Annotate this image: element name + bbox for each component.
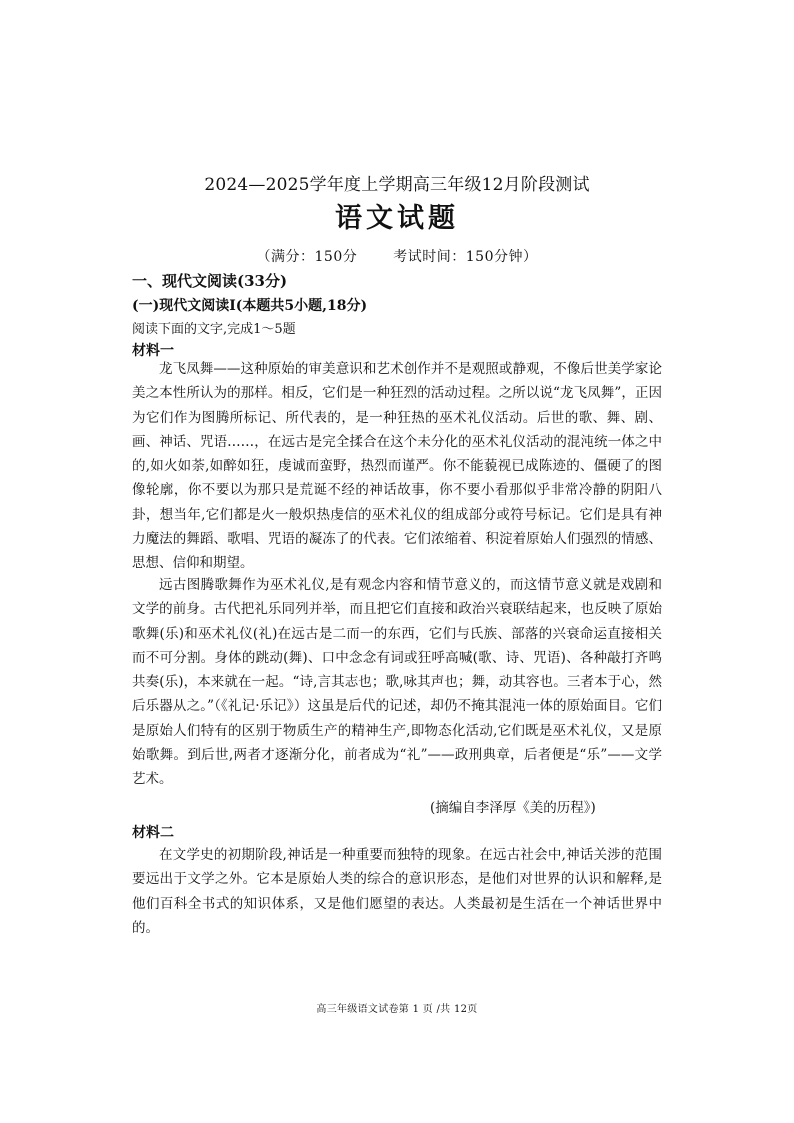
exam-time: 考试时间：150分钟） [393, 249, 538, 265]
material-two-label: 材料二 [132, 825, 174, 841]
material-one-label: 材料一 [132, 343, 174, 359]
full-score: （满分：150分 [256, 249, 358, 265]
exam-title: 2024—2025学年度上学期高三年级12月阶段测试 [204, 175, 590, 195]
material-two-paragraph-1: 在文学史的初期阶段,神话是一种重要而独特的现象。在远古社会中,神话关涉的范围要远出于文学之外。它本是原始人类的综合的意识形态，是他们对世界的认识和解释,是他们百科全书式的知识体系，又是他们愿望的表达。人类最初是生活在一个神话世界中的。 [132, 847, 662, 936]
exam-info [0, 246, 794, 266]
subsection-heading: (一)现代文阅读Ⅰ(本题共5小题,18分) [132, 298, 368, 314]
reading-instruction: 阅读下面的文字,完成1～5题 [132, 322, 296, 337]
citation: (摘编自李泽厚《美的历程》) [430, 800, 596, 816]
material-one-paragraph-2: 远古图腾歌舞作为巫术礼仪,是有观念内容和情节意义的，而这情节意义就是戏剧和文学的前身。古代把礼乐同列并举，而且把它们直接和政治兴衰联结起来，也反映了原始歌舞(乐)和巫术礼仪(礼)在远古是二而一的东西，它们与氏族、部落的兴衰命运直接相关而不可分割。身体的跳动(舞)、口中念念有词或狂呼高喊(歌、诗、咒语)、各种敲打齐鸣共奏(乐)，本来就在一起。“诗,言其志也；歌,咏其声也；舞，动其容也。三者本于心，然后乐器从之。”（《礼记·乐记》）这虽是后代的记述，却仍不掩其混沌一体的原始面目。它们是原始人们特有的区别于物质生产的精神生产,即物态化活动,它们既是巫术礼仪，又是原始歌舞。到后世,两者才逐渐分化，前者成为“礼”——政刑典章，后者便是“乐”——文学艺术。 [132, 577, 662, 788]
page-footer: 高三年级语文试卷第 1 页 /共 12页 [316, 1004, 478, 1015]
subject-title: 语文试题 [335, 203, 459, 234]
section-heading: 一、现代文阅读(33分) [132, 272, 288, 290]
material-one-paragraph-1: 龙飞凤舞——这种原始的审美意识和艺术创作并不是观照或静观，不像后世美学家论美之本性所认为的那样。相反，它们是一种狂烈的活动过程。之所以说“龙飞凤舞”，正因为它们作为图腾所标记、所代表的，是一种狂热的巫术礼仪活动。后世的歌、舞、剧、画、神话、咒语……，在远古是完全揉合在这个未分化的巫术礼仪活动的混沌统一体之中的,如火如荼,如醉如狂，虔诚而蛮野，热烈而谨严。你不能藐视已成陈迹的、僵硬了的图像轮廓，你不要以为那只是荒诞不经的神话故事，你不要小看那似乎非常冷静的阴阳八卦，想当年,它们都是火一般炽热虔信的巫术礼仪的组成部分或符号标记。它们是具有神力魔法的舞蹈、歌唱、咒语的凝冻了的代表。它们浓缩着、积淀着原始人们强烈的情感、思想、信仰和期望。 [132, 361, 662, 572]
